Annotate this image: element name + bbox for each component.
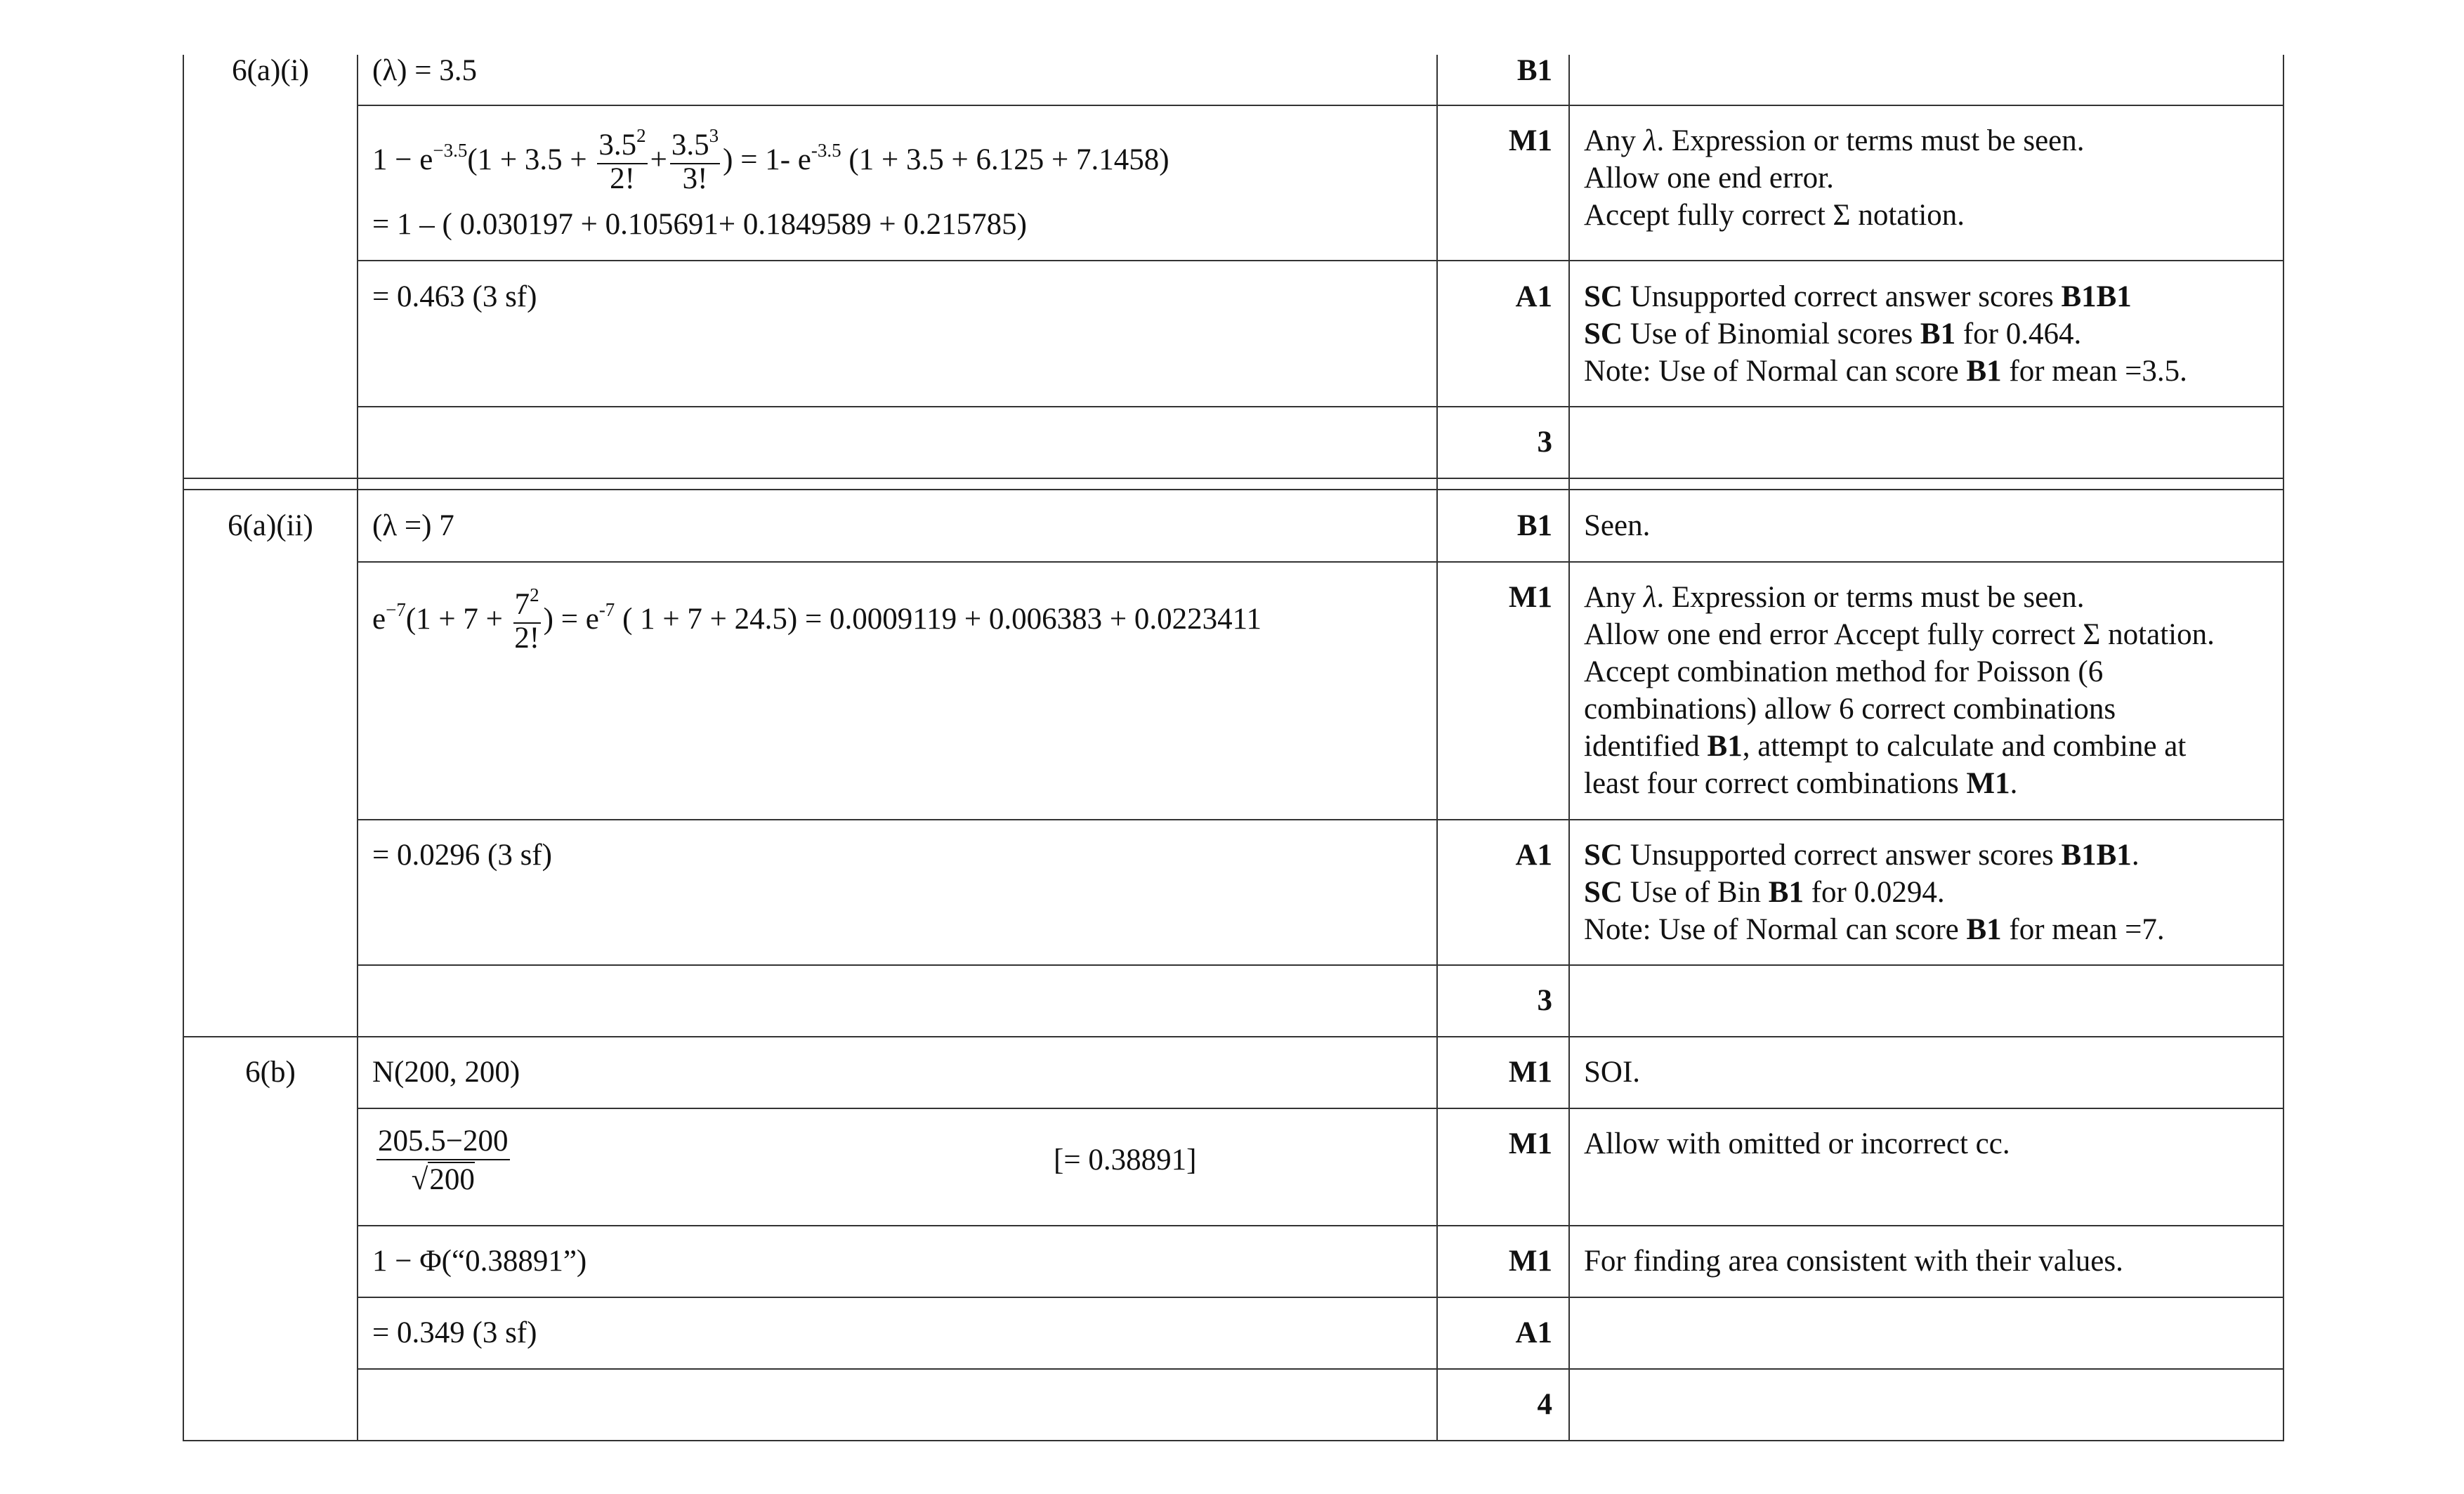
fraction: $\frac{205.5-200}{√200}$ xyxy=(378,1125,509,1196)
rule xyxy=(2283,55,2284,1441)
mark-code: M1 xyxy=(1508,581,1552,614)
question-part-label: 6(a)(i) xyxy=(232,54,309,87)
answer-formula: $e^{-7}(1 + 7$ + $\frac{7^2}{2!}$ ) = $e^{-7}$ ( 1 + 7 + 24.5) = 0.0009119 + 0.006383 + 0.0223411 xyxy=(372,584,1262,655)
answer-line: (λ) = 3.5 xyxy=(372,54,477,87)
rule xyxy=(357,561,2284,563)
guidance-line: Accept combination method for Poisson (6 xyxy=(1584,655,2104,688)
guidance-line: least four correct combinations M1. xyxy=(1584,767,2018,800)
rule xyxy=(1568,55,1570,1441)
mark-code: M1 xyxy=(1508,124,1552,157)
total-marks: 4 xyxy=(1537,1388,1552,1421)
guidance-line: Any λ. Expression or terms must be seen. xyxy=(1584,124,2085,157)
total-marks: 3 xyxy=(1537,984,1552,1017)
rule xyxy=(183,489,2284,490)
bracket-value: [= 0.38891] xyxy=(1054,1144,1197,1177)
answer-line: = 0.349 (3 sf) xyxy=(372,1316,537,1349)
rule xyxy=(183,478,2284,479)
guidance-line: SOI. xyxy=(1584,1056,1641,1089)
rule xyxy=(357,819,2284,820)
mark-code: A1 xyxy=(1515,1316,1552,1349)
mark-code: B1 xyxy=(1516,54,1552,87)
rule xyxy=(183,1036,2284,1037)
fraction: $\frac{3.5^3}{3!}$ xyxy=(671,125,719,195)
fraction: $\frac{3.5^2}{2!}$ xyxy=(598,125,646,195)
fraction: $\frac{7^2}{2!}$ xyxy=(514,584,540,655)
guidance-line: identified B1, attempt to calculate and combine at xyxy=(1584,730,2187,763)
rule xyxy=(1436,55,1438,1441)
guidance-line: For finding area consistent with their values. xyxy=(1584,1245,2123,1278)
rule xyxy=(357,1108,2284,1109)
rule xyxy=(357,1225,2284,1226)
guidance-line: SC Unsupported correct answer scores B1B1 xyxy=(1584,280,2132,313)
guidance-line: SC Use of Bin B1 for 0.0294. xyxy=(1584,876,1945,909)
mark-code: M1 xyxy=(1508,1127,1552,1160)
rule xyxy=(357,260,2284,261)
rule xyxy=(357,964,2284,966)
guidance-line: Note: Use of Normal can score B1 for mean =7. xyxy=(1584,913,2165,946)
rule xyxy=(183,55,184,1441)
rule xyxy=(357,406,2284,407)
question-part-label: 6(a)(ii) xyxy=(228,509,313,542)
mark-code: M1 xyxy=(1508,1056,1552,1089)
mark-code: A1 xyxy=(1515,280,1552,313)
answer-line: = 1 – ( 0.030197 + 0.105691+ 0.1849589 + 0.215785) xyxy=(372,208,1027,241)
rule xyxy=(357,1368,2284,1370)
mark-code: M1 xyxy=(1508,1245,1552,1278)
answer-line: (λ =) 7 xyxy=(372,509,454,542)
guidance-line: Any λ. Expression or terms must be seen. xyxy=(1584,581,2085,614)
rule xyxy=(357,1297,2284,1298)
question-part-label: 6(b) xyxy=(245,1056,296,1089)
guidance-line: Allow with omitted or incorrect cc. xyxy=(1584,1127,2010,1160)
rule xyxy=(183,1440,2284,1441)
mark-code: B1 xyxy=(1516,509,1552,542)
answer-line: = 0.463 (3 sf) xyxy=(372,280,537,313)
mark-code: A1 xyxy=(1515,839,1552,872)
rule xyxy=(357,105,2284,106)
answer-formula: $1 - e^{-3.5}(1 + 3.5$ + $\frac{3.5^2}{2!}$ + $\frac{3.5^3}{3!}$ ) = 1- $e^{-3.5}$ (1 + 3.5 + 6.125 + 7.1458) xyxy=(372,125,1169,195)
guidance-line: Accept fully correct Σ notation. xyxy=(1584,199,1965,232)
guidance-line: SC Use of Binomial scores B1 for 0.464. xyxy=(1584,317,2082,350)
total-marks: 3 xyxy=(1537,426,1552,459)
guidance-line: Allow one end error. xyxy=(1584,162,1834,195)
rule xyxy=(357,55,358,1441)
guidance-line: Note: Use of Normal can score B1 for mean =3.5. xyxy=(1584,355,2187,388)
guidance-line: Seen. xyxy=(1584,509,1651,542)
answer-line: = 0.0296 (3 sf) xyxy=(372,839,552,872)
guidance-line: SC Unsupported correct answer scores B1B1. xyxy=(1584,839,2139,872)
sqrt-icon: √ xyxy=(411,1163,428,1196)
z-fraction xyxy=(376,1124,510,1200)
answer-line: 1 − Φ(“0.38891”) xyxy=(372,1245,587,1278)
guidance-line: Allow one end error Accept fully correct Σ notation. xyxy=(1584,618,2215,651)
guidance-line: combinations) allow 6 correct combinations xyxy=(1584,693,2116,726)
answer-line: N(200, 200) xyxy=(372,1056,520,1089)
